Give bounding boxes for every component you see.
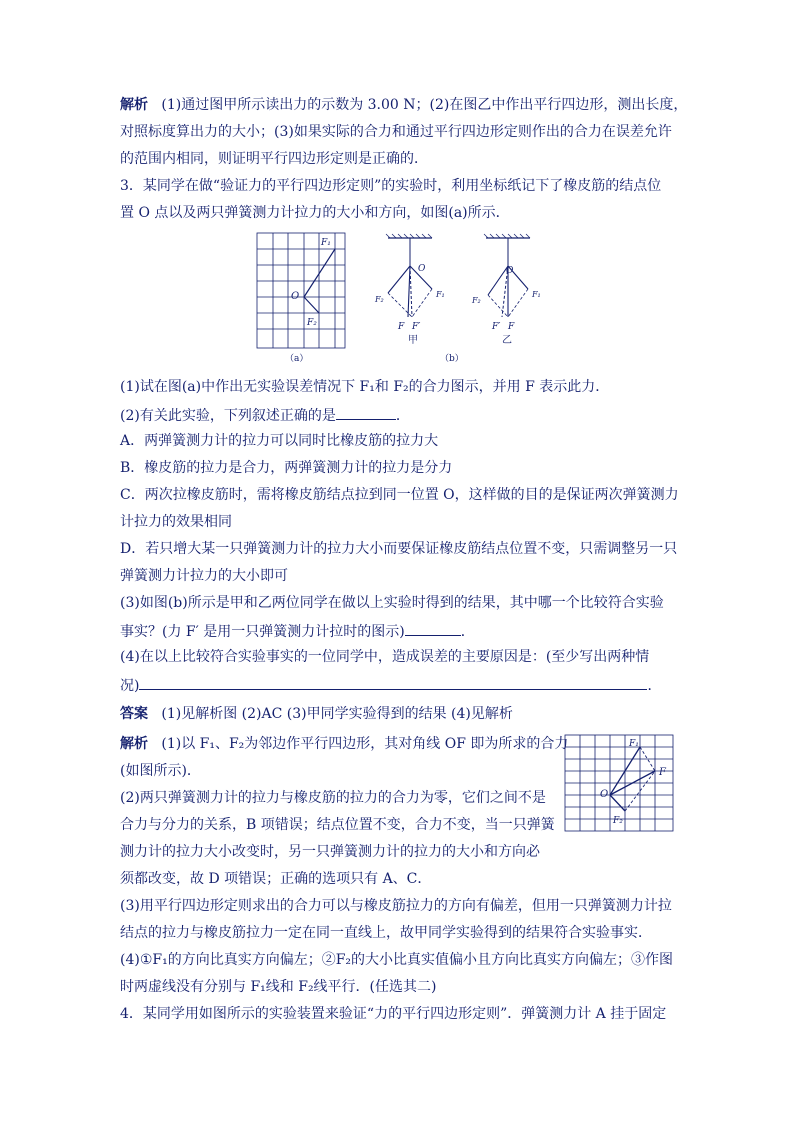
dashed-side	[488, 295, 508, 317]
answer-label: 答案	[120, 706, 148, 722]
label-fprime: F′	[412, 322, 421, 332]
subquestion-3-cont	[120, 621, 475, 641]
text-line: (2)两只弹簧测力计的拉力与橡皮筋的拉力的合力为零，它们之间不是	[120, 790, 546, 806]
text-line: 结点的拉力与橡皮筋拉力一定在同一直线上，故甲同学实验得到的结果符合实验事实．	[120, 925, 652, 941]
f2-vector	[488, 266, 508, 295]
text-line: 合力与分力的关系，B 项错误；结点位置不变，合力不变，当一只弹簧	[120, 817, 555, 833]
option-c: C．两次拉橡皮筋时，需将橡皮筋结点拉到同一位置 O，这样做的目的是保证两次弹簧测力	[120, 487, 679, 503]
option-d: D．若只增大某一只弹簧测力计的拉力大小而要保证橡皮筋结点位置不变，只需调整另一只	[120, 541, 678, 557]
figure-a	[255, 231, 351, 365]
figure-b-jia	[370, 231, 464, 365]
label-f1: F₁	[321, 238, 331, 248]
analysis-line	[120, 96, 687, 114]
label-jia: 甲	[408, 335, 418, 346]
label-o: O	[291, 291, 300, 302]
text: 事实？(力 F′ 是用一只弹簧测力计拉时的图示)	[120, 624, 405, 640]
solution-figure	[563, 733, 675, 833]
label-f1: F₁	[532, 290, 541, 299]
caption-b: （b）	[440, 354, 464, 364]
text-line: (4)①F₁的方向比真实方向偏左；②F₂的大小比真实值偏小且方向比真实方向偏左；③作图	[120, 952, 674, 968]
label-f: F	[508, 322, 515, 332]
text-line: 须都改变，故 D 项错误；正确的选项只有 A、C．	[120, 871, 432, 887]
text-line: (3)用平行四边形定则求出的合力可以与橡皮筋拉力的方向有偏差，但用一只弹簧测力计拉	[120, 898, 672, 914]
label-f1: F₁	[436, 290, 445, 299]
subquestion-4-cont	[120, 675, 661, 695]
fprime-vector	[408, 266, 410, 317]
text-line: 对照标度算出力的大小；(3)如果实际的合力和通过平行四边形定则作出的合力在误差允许	[120, 124, 672, 140]
text: (1)以 F₁、F₂为邻边作平行四边形，其对角线 OF 即为所求的合力	[161, 736, 569, 752]
subquestion-2	[120, 405, 410, 425]
label-o: O	[600, 789, 609, 800]
option-d-cont: 弹簧测力计拉力的大小即可	[120, 568, 288, 584]
analysis-line	[120, 735, 568, 753]
text-line: (如图所示)．	[120, 763, 201, 779]
label-f: F	[659, 767, 666, 778]
f2-vector	[304, 297, 319, 313]
text: (2)有关此实验，下列叙述正确的是	[120, 408, 336, 424]
grid	[257, 233, 345, 348]
label-o: O	[418, 264, 426, 274]
option-a: A．两弹簧测力计的拉力可以同时比橡皮筋的拉力大	[120, 433, 439, 449]
f2-vector	[610, 795, 625, 811]
text: (1)通过图甲所示读出力的示数为 3.00 N；(2)在图乙中作出平行四边形，测出长度，	[161, 97, 688, 113]
label-f2: F₂	[375, 295, 384, 304]
question-3-line: 3．某同学在做“验证力的平行四边形定则”的实验时，利用坐标纸记下了橡皮筋的结点位	[120, 178, 662, 194]
label-fprime: F′	[492, 322, 501, 332]
answer-blank	[336, 405, 396, 420]
text: 况)	[120, 678, 140, 694]
subquestion-3: (3)如图(b)所示是甲和乙两位同学在做以上实验时得到的结果，其中哪一个比较符合实验	[120, 595, 664, 611]
label-f: F	[398, 322, 405, 332]
analysis-label: 解析	[120, 97, 148, 113]
text: ．	[395, 408, 410, 424]
label-f1: F₁	[629, 739, 639, 749]
answer-blank	[405, 621, 461, 636]
f-vector	[410, 266, 412, 317]
answer-line	[120, 705, 513, 723]
label-f2: F₂	[613, 816, 623, 826]
caption-a: （a）	[285, 354, 309, 364]
text: ．	[647, 678, 662, 694]
analysis-label: 解析	[120, 736, 148, 752]
dashed-side	[412, 289, 432, 317]
question-4-line: 4．某同学用如图所示的实验装置来验证“力的平行四边形定则”．弹簧测力计 A 挂于固定	[120, 1006, 667, 1022]
label-f2: F₂	[472, 296, 481, 305]
subquestion-1: (1)试在图(a)中作出无实验误差情况下 F₁和 F₂的合力图示，并用 F 表示此力．	[120, 379, 610, 395]
label-f2: F₂	[307, 318, 317, 328]
label-o: O	[506, 266, 514, 276]
dashed-side	[508, 289, 528, 317]
text: ．	[460, 624, 475, 640]
answer-blank	[139, 675, 647, 690]
option-c-cont: 计拉力的效果相同	[120, 514, 232, 530]
text-line: 置 O 点以及两只弹簧测力计拉力的大小和方向，如图(a)所示．	[120, 205, 510, 221]
text-line: 时两虚线没有分别与 F₁线和 F₂线平行．(任选其二)	[120, 979, 437, 995]
f1-vector	[304, 249, 335, 297]
option-b: B．橡皮筋的拉力是合力，两弹簧测力计的拉力是分力	[120, 460, 453, 476]
figure-b-yi	[468, 231, 548, 365]
subquestion-4: (4)在以上比较符合实验事实的一位同学中，造成误差的主要原因是：(至少写出两种情	[120, 649, 650, 665]
text-line: 测力计的拉力大小改变时，另一只弹簧测力计的拉力的大小和方向必	[120, 844, 540, 860]
text: (1)见解析图 (2)AC (3)甲同学实验得到的结果 (4)见解析	[161, 706, 513, 722]
label-yi: 乙	[502, 335, 512, 346]
f2-vector	[388, 266, 410, 293]
text-line: 的范围内相同，则证明平行四边形定则是正确的．	[120, 151, 428, 167]
